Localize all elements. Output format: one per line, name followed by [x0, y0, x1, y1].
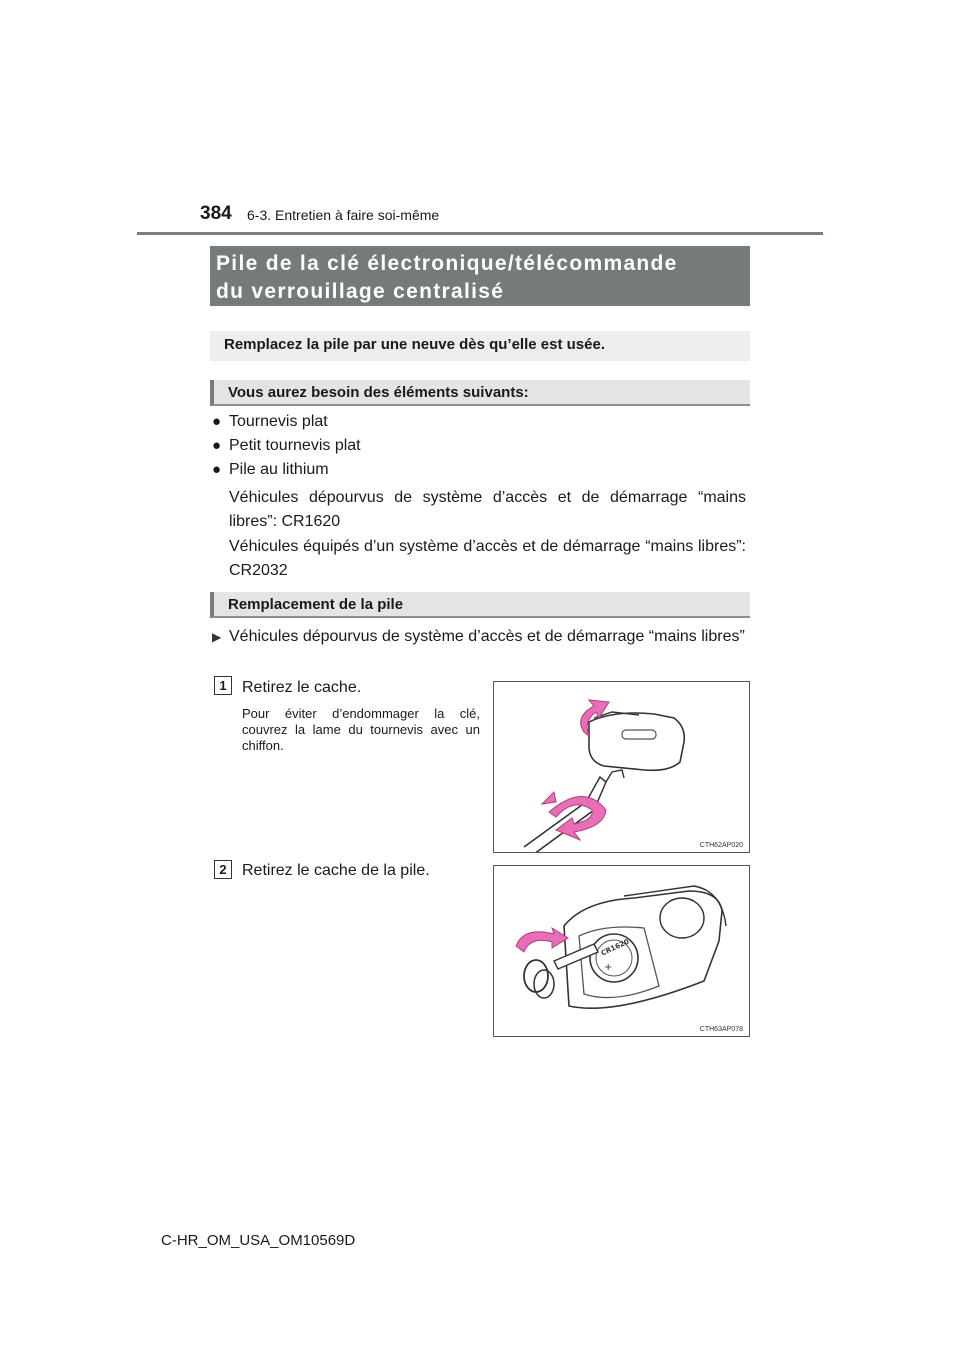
step-1-note: Pour éviter d’endommager la clé, couvrez la lame du tournevis avec un chiffon. [242, 706, 480, 753]
figure-remove-battery-cover [493, 865, 750, 1037]
intro-text: Remplacez la pile par une neuve dès qu’elle est usée. [210, 331, 750, 361]
header-rule [137, 232, 823, 235]
key-battery-illustration [494, 866, 750, 1037]
page-title-line1: Pile de la clé électronique/télécommande [216, 252, 678, 275]
section-label: 6-3. Entretien à faire soi-même [247, 207, 440, 223]
battery-note-cr2032: Véhicules équipés d’un système d’accès et de démarrage “mains libres”: CR2032 [229, 538, 746, 579]
key-screwdriver-illustration [494, 682, 750, 853]
figure-code: CTH62AP020 [699, 842, 743, 849]
bullet-icon: ● [212, 461, 222, 478]
replacement-condition: Véhicules dépourvus de système d’accès et de démarrage “mains libres” [229, 628, 745, 645]
page-title-line2: du verrouillage centralisé [216, 280, 505, 303]
figure-code: CTH63AP078 [699, 1026, 743, 1033]
footer-document-code: C-HR_OM_USA_OM10569D [161, 1232, 356, 1249]
list-item: ● Petit tournevis plat [212, 437, 361, 454]
bullet-icon: ● [212, 413, 222, 430]
plus-sign: + [604, 962, 613, 973]
needs-heading: Vous aurez besoin des éléments suivants: [210, 380, 750, 406]
bullet-icon: ● [212, 437, 222, 454]
battery-label: CR1620 [599, 937, 631, 958]
step-1-text: Retirez le cache. [242, 679, 362, 696]
replacement-heading: Remplacement de la pile [210, 592, 750, 618]
list-item: ● Tournevis plat [212, 413, 328, 430]
triangle-bullet-icon: ▶ [212, 630, 222, 644]
step-2-text: Retirez le cache de la pile. [242, 862, 430, 879]
step-number-2: 2 [214, 860, 232, 879]
battery-note-cr1620: Véhicules dépourvus de système d’accès et de démarrage “mains libres”: CR1620 [229, 489, 746, 530]
figure-remove-cover [493, 681, 750, 853]
step-number-1: 1 [214, 676, 232, 695]
page-number: 384 [200, 203, 232, 224]
page-title [210, 246, 750, 306]
list-item: ● Pile au lithium [212, 461, 329, 478]
